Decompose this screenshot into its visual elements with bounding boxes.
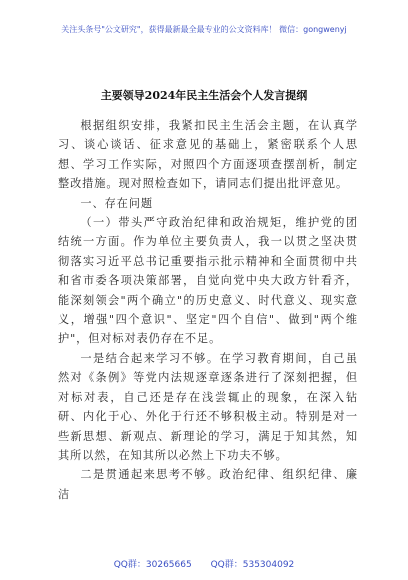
section-heading: 一、存在问题 [80, 196, 153, 210]
promo-header: 关注头条号"公文研究"，获得最新最全最专业的公文资料库！ 微信：gongwenyj [61, 25, 347, 34]
paragraph-item-1: （一）带头严守政治纪律和政治规矩，维护党的团结统一方面。作为单位主要负责人，我一以贯之坚决贯彻落实习近平总书记重要指示批示精神和全面贯彻中共和省市委各项决策部署，自觉向党中央大政方针看齐，能深刻领会"两个确立"的历史意义、时代意义、现实意义，增强"四个意识"、坚定"四个自信"、做到"两个维护"，但对标对表仍存在不足。 [58, 216, 358, 346]
qq-group-2: QQ群：535304092 [210, 560, 295, 570]
qq-footer [0, 557, 408, 570]
paragraph-point-2: 二是贯通起来思考不够。政治纪律、组织纪律、廉洁 [58, 468, 358, 501]
document-title: 主要领导2024年民主生活会个人发言提纲 [100, 89, 308, 102]
document-body [58, 116, 358, 504]
qq-group-1: QQ群：30265665 [113, 560, 192, 570]
paragraph-point-1: 一是结合起来学习不够。在学习教育期间，自己虽然对《条例》等党内法规逐章逐条进行了深刻把握，但对标对表，自己还是存在浅尝辄止的现象，在深入钻研、内化于心、外化于行还不够积极主动。特别是对一些新思想、新观点、新理论的学习，满足于知其然，知其所以然，在知其所以必然上下功夫不够。 [58, 351, 358, 462]
paragraph-intro: 根据组织安排，我紧扣民主生活会主题，在认真学习、谈心谈话、征求意见的基础上，紧密联系个人思想、学习工作实际，对照四个方面逐项查摆剖析，制定整改措施。现对照检查如下，请同志们提出批评意见。 [58, 119, 358, 191]
